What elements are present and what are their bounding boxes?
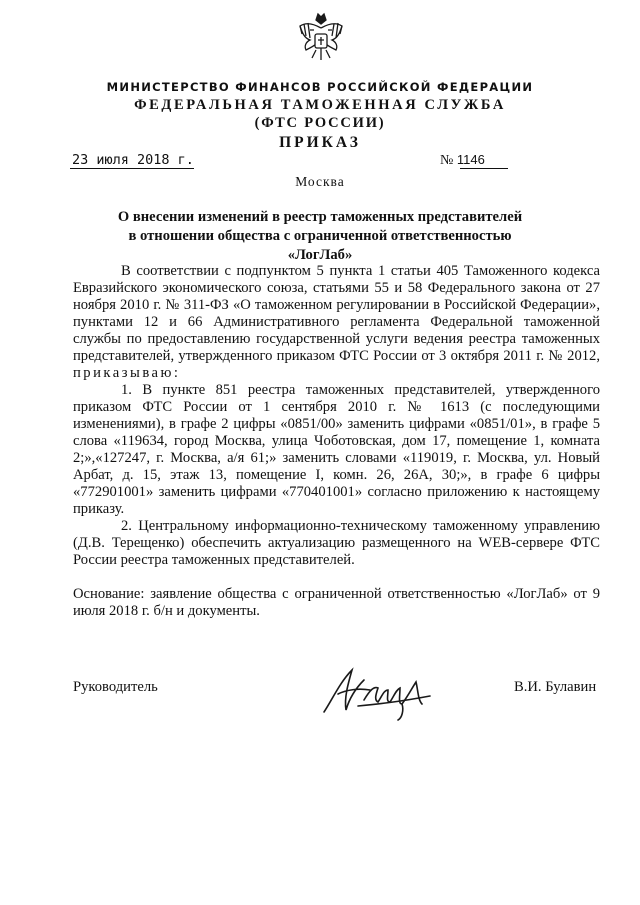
item-2-paragraph: 2. Центральному информационно-техническому таможенному управлению (Д.В. Терещенко) обеспечить актуализацию размещенного на WEB-сервере ФТС России реестра таможенных представителей. [73, 518, 600, 568]
city: Москва [295, 174, 345, 189]
number-sign: № [440, 153, 454, 168]
signature-icon [318, 660, 438, 722]
number-value: 1146 [456, 152, 485, 167]
document-body [73, 263, 600, 620]
signer-role: Руководитель [73, 679, 158, 695]
number-underline [460, 168, 508, 169]
order-word: приказываю: [73, 365, 181, 381]
service-name: ФЕДЕРАЛЬНАЯ ТАМОЖЕННАЯ СЛУЖБА [134, 97, 506, 113]
preamble-paragraph [73, 263, 600, 382]
ministry-name: МИНИСТЕРСТВО ФИНАНСОВ РОССИЙСКОЙ ФЕДЕРАЦИИ [106, 80, 534, 94]
title-line: «ЛогЛаб» [287, 247, 353, 263]
item-1-paragraph: 1. В пункте 851 реестра таможенных представителей, утвержденного приказом ФТС России от 1 сентября 2010 г. № 1613 (с последующими изменениями), в графе 2 цифры «0851/00» заменить цифрами «0851/01», в графе 5 слова «119634, город Москва, улица Чоботовская, дом 17, помещение 1, комната 2;»,«127247, г. Москва, а/я 61;» заменить словами «119019, г. Москва, ул. Новый Арбат, д. 15, этаж 13, помещение I, комн. 26, 26А, 30;», в графе 6 цифры «772901001» заменить цифрами «770401001» согласно приложению к настоящему приказу. [73, 382, 600, 517]
title-line: О внесении изменений в реестр таможенных представителей [117, 209, 523, 225]
date-underline [70, 168, 194, 169]
order-date: 23 июля 2018 г. [72, 152, 194, 168]
preamble-text: В соответствии с подпунктом 5 пункта 1 статьи 405 Таможенного кодекса Евразийского экономического союза, статьями 55 и 58 Федерального закона от 27 ноября 2010 г. № 311-ФЗ «О таможенном регулировании в Российской Федерации», пунктами 12 и 66 Административного регламента Федеральной таможенной службы по предоставлению государственной услуги ведения реестра таможенных представителей, утвержденного приказом ФТС России от 3 октября 2011 г. № 2012, [73, 263, 600, 364]
basis-paragraph: Основание: заявление общества с ограниченной ответственностью «ЛогЛаб» от 9 июля 2018 г. б/н и документы. [73, 586, 600, 619]
title-line: в отношении общества с ограниченной ответственностью [128, 228, 512, 244]
coat-of-arms-icon [296, 10, 346, 66]
document-title [90, 208, 550, 265]
service-abbreviation: (ФТС РОССИИ) [254, 115, 386, 131]
signer-name: В.И. Булавин [514, 679, 597, 695]
order-number [440, 152, 485, 169]
document-type: ПРИКАЗ [279, 134, 361, 151]
